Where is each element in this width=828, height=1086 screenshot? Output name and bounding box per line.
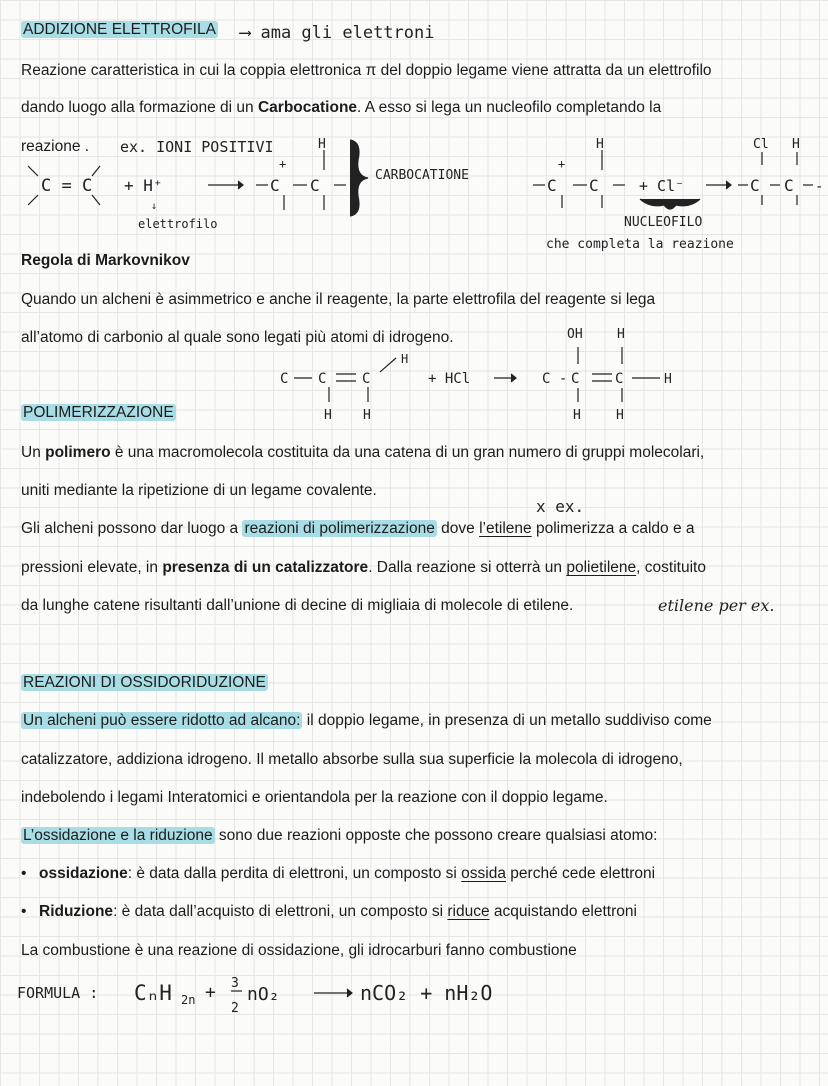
svg-text:nCO₂ + nH₂O: nCO₂ + nH₂O bbox=[360, 981, 493, 1005]
paragraph-line: Un polimero è una macromolecola costituita da una catena di un gran numero di gruppi molecolari, bbox=[21, 444, 705, 461]
paragraph-line: da lunghe catene risultanti dall’unione di decine di migliaia di molecole di etilene. bbox=[21, 597, 574, 614]
svg-text:2n: 2n bbox=[181, 993, 196, 1007]
svg-text:+: + bbox=[205, 982, 216, 1003]
paragraph-line: pressioni elevate, in presenza di un catalizzatore. Dalla reazione si otterrà un polietilene, costituito bbox=[21, 559, 706, 576]
svg-text:+ HCl: + HCl bbox=[428, 371, 471, 387]
svg-text:C: C bbox=[318, 371, 327, 387]
svg-text:H: H bbox=[617, 327, 625, 342]
nucleofilo-label: NUCLEOFILO bbox=[624, 215, 703, 230]
svg-text:nO₂: nO₂ bbox=[247, 984, 280, 1005]
ex-note: ex. IONI POSITIVI bbox=[120, 138, 274, 156]
svg-text:H: H bbox=[664, 372, 672, 387]
svg-text:Cl: Cl bbox=[753, 137, 769, 152]
bullet-riduzione: • Riduzione: è data dall’acquisto di elettroni, un composto si riduce acquistando elettroni bbox=[21, 903, 637, 920]
paragraph-line: Gli alcheni possono dar luogo a reazioni di polimerizzazione dove l’etilene polimerizza a caldo e a bbox=[21, 520, 695, 537]
svg-text:C -: C - bbox=[542, 371, 568, 387]
svg-text:H: H bbox=[596, 137, 604, 152]
carbocatione-label: CARBOCATIONE bbox=[375, 168, 469, 183]
paragraph-line: Un alcheni può essere ridotto ad alcano: il doppio legame, in presenza di un metallo suddiviso come bbox=[23, 712, 712, 729]
bullet-ossidazione: • ossidazione: è data dalla perdita di elettroni, un composto si ossida perché cede elettroni bbox=[21, 865, 656, 882]
svg-text:C: C bbox=[615, 371, 624, 387]
svg-text:C: C bbox=[571, 371, 580, 387]
svg-text:C: C bbox=[270, 176, 280, 195]
svg-text:+: + bbox=[279, 157, 287, 171]
etilene-note: etilene per ex. bbox=[658, 596, 775, 615]
paragraph-line: Reazione caratteristica in cui la coppia elettronica π del doppio legame viene attratta da un elettrofilo bbox=[21, 62, 712, 79]
svg-text:C: C bbox=[362, 371, 371, 387]
svg-text:C: C bbox=[547, 176, 557, 195]
paragraph-line: dando luogo alla formazione di un Carbocatione. A esso si lega un nucleofilo completando la bbox=[21, 99, 662, 116]
arrow-note: ⟶ ama gli elettroni bbox=[240, 23, 435, 43]
svg-text:H: H bbox=[324, 408, 332, 423]
paragraph-line: L’ossidazione e la riduzione sono due reazioni opposte che possono creare qualsiasi atomo: bbox=[23, 827, 658, 844]
svg-text:+ Cl⁻: + Cl⁻ bbox=[639, 177, 685, 195]
xex-note: x ex. bbox=[536, 497, 585, 516]
section-title-markovnikov: Regola di Markovnikov bbox=[21, 252, 190, 269]
svg-text:2: 2 bbox=[231, 1001, 239, 1016]
svg-text:H: H bbox=[363, 408, 371, 423]
svg-text:OH: OH bbox=[567, 327, 583, 342]
section-title-addizione: ADDIZIONE ELETTROFILA bbox=[23, 21, 216, 38]
svg-text:H: H bbox=[318, 137, 326, 152]
svg-text:CₙH: CₙH bbox=[134, 981, 172, 1005]
paragraph-line: Quando un alcheni è asimmetrico e anche il reagente, la parte elettrofila del reagente si lega bbox=[21, 291, 656, 308]
section-title-ossidoriduzione: REAZIONI DI OSSIDORIDUZIONE bbox=[23, 674, 266, 691]
svg-text:C: C bbox=[310, 176, 320, 195]
svg-text:H: H bbox=[401, 352, 409, 366]
svg-text:H: H bbox=[616, 408, 624, 423]
svg-text:H: H bbox=[573, 408, 581, 423]
completa-note: che completa la reazione bbox=[546, 237, 734, 252]
paragraph-line: reazione . bbox=[21, 138, 90, 155]
svg-text:3: 3 bbox=[231, 976, 239, 991]
paragraph-line: catalizzatore, addiziona idrogeno. Il metallo absorbe sulla sua superficie la molecola di idrogeno, bbox=[21, 751, 683, 768]
paragraph-line: all’atomo di carbonio al quale sono legati più atomi di idrogeno. bbox=[21, 329, 454, 346]
svg-text:-: - bbox=[815, 179, 824, 195]
svg-text:+ H⁺: + H⁺ bbox=[124, 176, 163, 195]
paragraph-line: indebolendo i legami Interatomici e orientandola per la reazione con il doppio legame. bbox=[21, 789, 608, 806]
svg-text:+: + bbox=[558, 157, 566, 171]
svg-text:C: C bbox=[750, 176, 760, 195]
paragraph-line: uniti mediante la ripetizione di un legame covalente. bbox=[21, 482, 377, 499]
svg-text:C: C bbox=[280, 371, 289, 387]
svg-text:C: C bbox=[784, 176, 794, 195]
svg-text:C = C: C = C bbox=[41, 176, 93, 196]
paragraph-line: La combustione è una reazione di ossidazione, gli idrocarburi fanno combustione bbox=[21, 942, 577, 959]
svg-text:H: H bbox=[792, 137, 800, 152]
svg-text:C: C bbox=[589, 176, 599, 195]
formula-label: FORMULA : bbox=[17, 984, 99, 1002]
section-title-polimerizzazione: POLIMERIZZAZIONE bbox=[23, 404, 174, 421]
svg-text:↓: ↓ bbox=[151, 201, 158, 212]
elettrofilo-label: elettrofilo bbox=[138, 217, 218, 231]
